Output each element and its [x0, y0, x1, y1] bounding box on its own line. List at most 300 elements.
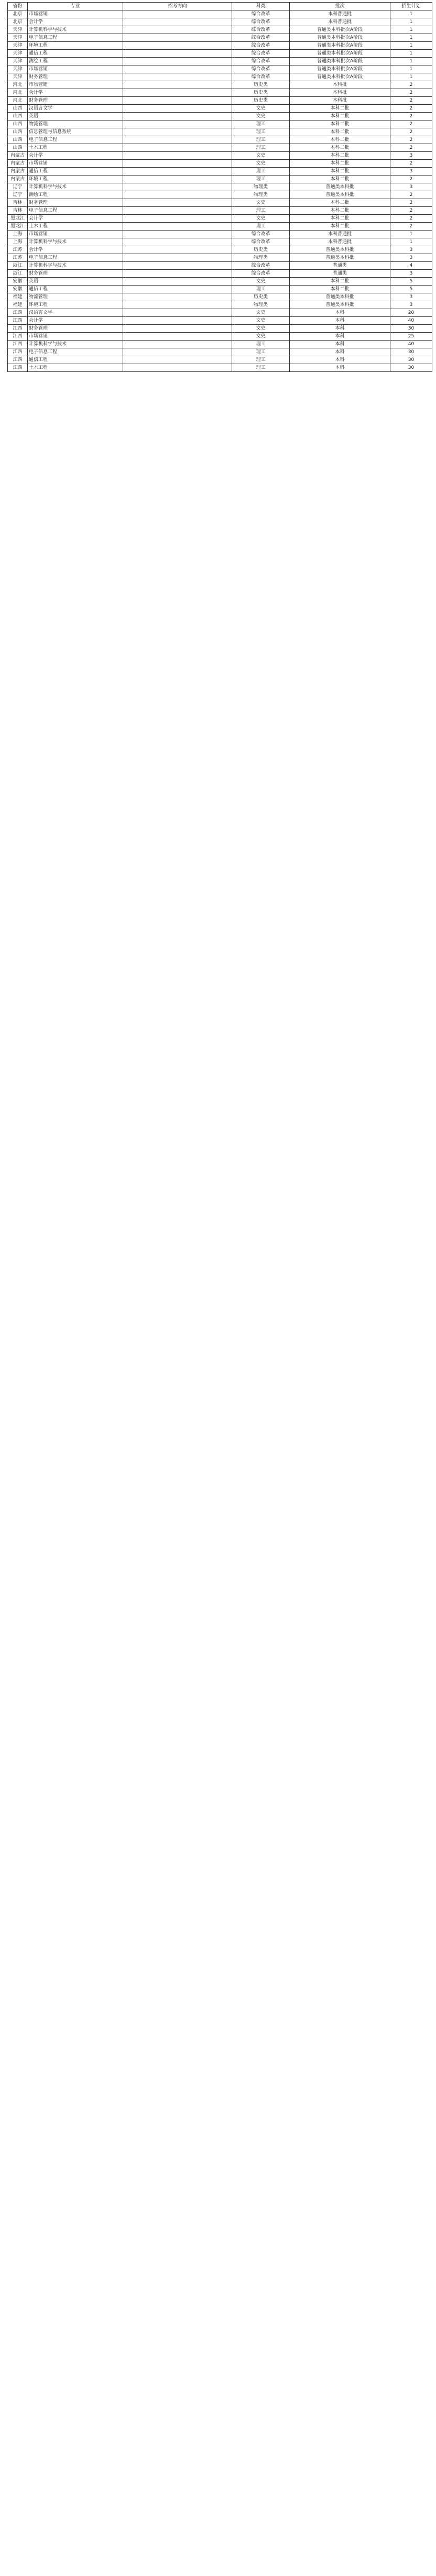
cell-plan-count: 1 [390, 58, 432, 65]
cell-province: 辽宁 [8, 191, 28, 199]
cell-direction [123, 309, 232, 317]
cell-subject-type: 理工 [232, 286, 290, 293]
cell-batch: 普通类本科批 [290, 293, 390, 301]
cell-batch: 本科二批 [290, 136, 390, 144]
cell-batch: 普通类 [290, 262, 390, 270]
cell-major: 计算机科学与技术 [28, 26, 123, 34]
cell-direction [123, 128, 232, 136]
cell-province: 天津 [8, 73, 28, 81]
cell-province: 山西 [8, 120, 28, 128]
cell-direction [123, 207, 232, 215]
cell-province: 江西 [8, 364, 28, 372]
table-row [8, 42, 432, 50]
cell-major: 通信工程 [28, 168, 123, 176]
cell-province: 江西 [8, 309, 28, 317]
cell-plan-count: 30 [390, 364, 432, 372]
cell-plan-count: 2 [390, 89, 432, 97]
cell-direction [123, 26, 232, 34]
cell-subject-type: 综合改革 [232, 73, 290, 81]
table-row [8, 254, 432, 262]
table-row [8, 333, 432, 341]
cell-subject-type: 理工 [232, 144, 290, 152]
cell-subject-type: 综合改革 [232, 231, 290, 238]
cell-direction [123, 348, 232, 356]
cell-subject-type: 历史类 [232, 293, 290, 301]
cell-plan-count: 4 [390, 262, 432, 270]
cell-major: 市场营销 [28, 231, 123, 238]
header-province: 省份 [8, 3, 28, 10]
cell-batch: 普通类 [290, 270, 390, 278]
cell-province: 河北 [8, 89, 28, 97]
cell-subject-type: 综合改革 [232, 65, 290, 73]
cell-plan-count: 5 [390, 278, 432, 286]
cell-batch: 本科二批 [290, 144, 390, 152]
cell-batch: 本科二批 [290, 128, 390, 136]
cell-plan-count: 2 [390, 97, 432, 105]
cell-plan-count: 2 [390, 120, 432, 128]
cell-province: 江西 [8, 317, 28, 325]
cell-batch: 本科普通批 [290, 10, 390, 18]
cell-direction [123, 270, 232, 278]
cell-province: 浙江 [8, 270, 28, 278]
cell-subject-type: 文史 [232, 160, 290, 168]
table-row [8, 34, 432, 42]
cell-plan-count: 1 [390, 238, 432, 246]
cell-subject-type: 物理类 [232, 301, 290, 309]
cell-subject-type: 综合改革 [232, 58, 290, 65]
cell-province: 天津 [8, 65, 28, 73]
table-row [8, 301, 432, 309]
table-row [8, 309, 432, 317]
table-row [8, 246, 432, 254]
cell-direction [123, 317, 232, 325]
cell-province: 吉林 [8, 207, 28, 215]
cell-direction [123, 246, 232, 254]
cell-plan-count: 30 [390, 348, 432, 356]
cell-major: 计算机科学与技术 [28, 262, 123, 270]
cell-plan-count: 3 [390, 270, 432, 278]
cell-plan-count: 40 [390, 317, 432, 325]
cell-direction [123, 199, 232, 207]
cell-batch: 本科二批 [290, 278, 390, 286]
cell-subject-type: 物理类 [232, 183, 290, 191]
cell-plan-count: 3 [390, 183, 432, 191]
cell-plan-count: 1 [390, 34, 432, 42]
cell-direction [123, 262, 232, 270]
cell-batch: 本科二批 [290, 168, 390, 176]
cell-province: 浙江 [8, 262, 28, 270]
table-row [8, 105, 432, 113]
cell-batch: 本科 [290, 309, 390, 317]
cell-direction [123, 301, 232, 309]
cell-direction [123, 254, 232, 262]
table-row [8, 152, 432, 160]
cell-plan-count: 1 [390, 42, 432, 50]
cell-province: 山西 [8, 113, 28, 120]
cell-major: 环境工程 [28, 42, 123, 50]
cell-province: 江苏 [8, 254, 28, 262]
cell-subject-type: 综合改革 [232, 10, 290, 18]
cell-batch: 普通类本科批 [290, 191, 390, 199]
cell-province: 天津 [8, 34, 28, 42]
cell-direction [123, 97, 232, 105]
cell-plan-count: 2 [390, 207, 432, 215]
cell-subject-type: 综合改革 [232, 18, 290, 26]
table-header-row [8, 3, 432, 10]
cell-direction [123, 89, 232, 97]
cell-major: 环境工程 [28, 176, 123, 183]
cell-subject-type: 理工 [232, 341, 290, 348]
cell-plan-count: 30 [390, 356, 432, 364]
cell-plan-count: 3 [390, 293, 432, 301]
cell-batch: 本科二批 [290, 223, 390, 231]
cell-major: 土木工程 [28, 144, 123, 152]
header-major: 专业 [28, 3, 123, 10]
cell-province: 福建 [8, 301, 28, 309]
cell-subject-type: 理工 [232, 207, 290, 215]
cell-major: 信息管理与信息系统 [28, 128, 123, 136]
cell-batch: 本科普通批 [290, 231, 390, 238]
cell-batch: 本科批 [290, 97, 390, 105]
table-row [8, 18, 432, 26]
cell-plan-count: 1 [390, 73, 432, 81]
cell-province: 上海 [8, 238, 28, 246]
cell-batch: 本科批 [290, 89, 390, 97]
table-row [8, 144, 432, 152]
cell-direction [123, 325, 232, 333]
cell-direction [123, 286, 232, 293]
table-row [8, 199, 432, 207]
table-row [8, 293, 432, 301]
cell-major: 财务管理 [28, 270, 123, 278]
cell-batch: 本科二批 [290, 113, 390, 120]
table-row [8, 215, 432, 223]
table-row [8, 65, 432, 73]
table-row [8, 317, 432, 325]
cell-subject-type: 理工 [232, 120, 290, 128]
cell-province: 天津 [8, 26, 28, 34]
cell-major: 会计学 [28, 246, 123, 254]
cell-major: 市场营销 [28, 81, 123, 89]
cell-major: 土木工程 [28, 364, 123, 372]
cell-major: 电子信息工程 [28, 348, 123, 356]
cell-batch: 本科 [290, 333, 390, 341]
cell-major: 计算机科学与技术 [28, 341, 123, 348]
cell-batch: 普通类本科批次A阶段 [290, 73, 390, 81]
table-row [8, 73, 432, 81]
cell-province: 吉林 [8, 199, 28, 207]
cell-batch: 本科 [290, 356, 390, 364]
cell-subject-type: 文史 [232, 333, 290, 341]
cell-province: 天津 [8, 50, 28, 58]
table-row [8, 160, 432, 168]
cell-province: 辽宁 [8, 183, 28, 191]
cell-plan-count: 2 [390, 105, 432, 113]
cell-batch: 普通类本科批 [290, 254, 390, 262]
table-row [8, 191, 432, 199]
table-row [8, 10, 432, 18]
cell-batch: 本科 [290, 317, 390, 325]
cell-major: 物流管理 [28, 293, 123, 301]
cell-batch: 普通类本科批 [290, 246, 390, 254]
cell-plan-count: 1 [390, 18, 432, 26]
cell-province: 天津 [8, 42, 28, 50]
cell-subject-type: 文史 [232, 215, 290, 223]
cell-plan-count: 2 [390, 136, 432, 144]
cell-direction [123, 364, 232, 372]
cell-province: 黑龙江 [8, 215, 28, 223]
table-row [8, 356, 432, 364]
cell-major: 英语 [28, 278, 123, 286]
cell-province: 江西 [8, 348, 28, 356]
cell-province: 山西 [8, 128, 28, 136]
cell-direction [123, 120, 232, 128]
cell-batch: 本科 [290, 348, 390, 356]
admission-plan-table [7, 2, 432, 372]
cell-batch: 普通类本科批次A阶段 [290, 42, 390, 50]
table-row [8, 128, 432, 136]
cell-province: 福建 [8, 293, 28, 301]
cell-province: 内蒙古 [8, 168, 28, 176]
cell-plan-count: 3 [390, 152, 432, 160]
cell-major: 测绘工程 [28, 191, 123, 199]
cell-major: 财务管理 [28, 73, 123, 81]
table-row [8, 270, 432, 278]
cell-direction [123, 176, 232, 183]
cell-plan-count: 1 [390, 65, 432, 73]
cell-subject-type: 文史 [232, 152, 290, 160]
cell-subject-type: 文史 [232, 325, 290, 333]
table-row [8, 325, 432, 333]
cell-subject-type: 历史类 [232, 97, 290, 105]
cell-plan-count: 30 [390, 325, 432, 333]
cell-subject-type: 理工 [232, 136, 290, 144]
table-row [8, 113, 432, 120]
cell-batch: 普通类本科批次A阶段 [290, 58, 390, 65]
table-row [8, 89, 432, 97]
cell-major: 汉语言文学 [28, 309, 123, 317]
cell-direction [123, 42, 232, 50]
cell-major: 市场营销 [28, 333, 123, 341]
cell-major: 财务管理 [28, 199, 123, 207]
table-row [8, 26, 432, 34]
cell-subject-type: 综合改革 [232, 270, 290, 278]
cell-major: 财务管理 [28, 325, 123, 333]
cell-subject-type: 理工 [232, 223, 290, 231]
cell-plan-count: 2 [390, 176, 432, 183]
cell-major: 会计学 [28, 215, 123, 223]
cell-major: 会计学 [28, 317, 123, 325]
cell-plan-count: 3 [390, 301, 432, 309]
table-row [8, 364, 432, 372]
table-row [8, 168, 432, 176]
cell-plan-count: 1 [390, 10, 432, 18]
cell-subject-type: 物理类 [232, 254, 290, 262]
table-body [8, 10, 432, 372]
cell-plan-count: 2 [390, 199, 432, 207]
cell-major: 市场营销 [28, 10, 123, 18]
cell-plan-count: 3 [390, 168, 432, 176]
cell-province: 江西 [8, 341, 28, 348]
cell-plan-count: 1 [390, 50, 432, 58]
cell-batch: 本科二批 [290, 160, 390, 168]
cell-major: 通信工程 [28, 356, 123, 364]
cell-major: 财务管理 [28, 97, 123, 105]
header-plan-count: 招生计划 [390, 3, 432, 10]
cell-batch: 本科 [290, 325, 390, 333]
table-row [8, 231, 432, 238]
cell-direction [123, 223, 232, 231]
cell-major: 会计学 [28, 18, 123, 26]
cell-major: 计算机科学与技术 [28, 238, 123, 246]
cell-subject-type: 综合改革 [232, 50, 290, 58]
cell-province: 江西 [8, 356, 28, 364]
cell-plan-count: 2 [390, 215, 432, 223]
cell-plan-count: 3 [390, 254, 432, 262]
cell-province: 江西 [8, 325, 28, 333]
cell-batch: 本科普通批 [290, 238, 390, 246]
cell-subject-type: 综合改革 [232, 26, 290, 34]
cell-plan-count: 2 [390, 160, 432, 168]
cell-province: 内蒙古 [8, 176, 28, 183]
cell-direction [123, 278, 232, 286]
cell-batch: 本科二批 [290, 199, 390, 207]
cell-province: 江苏 [8, 246, 28, 254]
cell-province: 安徽 [8, 278, 28, 286]
cell-major: 会计学 [28, 152, 123, 160]
table-row [8, 176, 432, 183]
cell-plan-count: 2 [390, 81, 432, 89]
cell-major: 电子信息工程 [28, 34, 123, 42]
cell-subject-type: 理工 [232, 356, 290, 364]
header-subject-type: 科类 [232, 3, 290, 10]
cell-direction [123, 183, 232, 191]
cell-subject-type: 文史 [232, 309, 290, 317]
cell-province: 上海 [8, 231, 28, 238]
cell-province: 内蒙古 [8, 152, 28, 160]
cell-plan-count: 1 [390, 26, 432, 34]
cell-major: 物流管理 [28, 120, 123, 128]
table-row [8, 262, 432, 270]
cell-batch: 本科 [290, 341, 390, 348]
cell-major: 测绘工程 [28, 58, 123, 65]
cell-major: 汉语言文学 [28, 105, 123, 113]
cell-province: 黑龙江 [8, 223, 28, 231]
cell-plan-count: 40 [390, 341, 432, 348]
cell-major: 通信工程 [28, 286, 123, 293]
cell-plan-count: 2 [390, 191, 432, 199]
cell-subject-type: 综合改革 [232, 262, 290, 270]
cell-subject-type: 历史类 [232, 89, 290, 97]
table-row [8, 278, 432, 286]
cell-subject-type: 理工 [232, 348, 290, 356]
cell-subject-type: 理工 [232, 364, 290, 372]
cell-major: 电子信息工程 [28, 254, 123, 262]
cell-direction [123, 136, 232, 144]
cell-batch: 本科 [290, 364, 390, 372]
cell-province: 山西 [8, 144, 28, 152]
table-row [8, 223, 432, 231]
cell-batch: 本科二批 [290, 120, 390, 128]
cell-direction [123, 73, 232, 81]
cell-direction [123, 58, 232, 65]
cell-direction [123, 34, 232, 42]
cell-direction [123, 341, 232, 348]
cell-subject-type: 文史 [232, 199, 290, 207]
header-batch: 批次 [290, 3, 390, 10]
cell-subject-type: 理工 [232, 168, 290, 176]
cell-plan-count: 25 [390, 333, 432, 341]
cell-direction [123, 215, 232, 223]
cell-major: 会计学 [28, 89, 123, 97]
cell-major: 市场营销 [28, 160, 123, 168]
cell-direction [123, 231, 232, 238]
cell-batch: 本科二批 [290, 215, 390, 223]
cell-plan-count: 1 [390, 231, 432, 238]
cell-subject-type: 理工 [232, 128, 290, 136]
cell-subject-type: 文史 [232, 278, 290, 286]
cell-province: 天津 [8, 58, 28, 65]
cell-province: 北京 [8, 10, 28, 18]
table-row [8, 58, 432, 65]
cell-batch: 普通类本科批次A阶段 [290, 26, 390, 34]
cell-direction [123, 18, 232, 26]
cell-direction [123, 293, 232, 301]
table-row [8, 238, 432, 246]
table-row [8, 207, 432, 215]
cell-batch: 普通类本科批次A阶段 [290, 50, 390, 58]
cell-direction [123, 160, 232, 168]
cell-batch: 本科二批 [290, 286, 390, 293]
cell-province: 北京 [8, 18, 28, 26]
cell-subject-type: 理工 [232, 176, 290, 183]
cell-major: 通信工程 [28, 50, 123, 58]
cell-subject-type: 综合改革 [232, 34, 290, 42]
cell-direction [123, 238, 232, 246]
cell-batch: 本科二批 [290, 176, 390, 183]
cell-batch: 本科二批 [290, 105, 390, 113]
table-row [8, 136, 432, 144]
admission-plan-document [7, 2, 432, 372]
table-row [8, 97, 432, 105]
cell-major: 计算机科学与技术 [28, 183, 123, 191]
cell-province: 山西 [8, 136, 28, 144]
table-row [8, 81, 432, 89]
cell-subject-type: 综合改革 [232, 238, 290, 246]
cell-batch: 本科二批 [290, 152, 390, 160]
cell-direction [123, 113, 232, 120]
cell-batch: 普通类本科批次A阶段 [290, 34, 390, 42]
cell-province: 河北 [8, 97, 28, 105]
cell-direction [123, 168, 232, 176]
cell-plan-count: 2 [390, 113, 432, 120]
cell-direction [123, 105, 232, 113]
cell-subject-type: 历史类 [232, 246, 290, 254]
cell-plan-count: 2 [390, 128, 432, 136]
cell-major: 市场营销 [28, 65, 123, 73]
cell-direction [123, 191, 232, 199]
table-row [8, 286, 432, 293]
table-row [8, 50, 432, 58]
cell-direction [123, 81, 232, 89]
cell-subject-type: 文史 [232, 113, 290, 120]
cell-province: 山西 [8, 105, 28, 113]
cell-subject-type: 历史类 [232, 81, 290, 89]
cell-batch: 本科普通批 [290, 18, 390, 26]
cell-direction [123, 144, 232, 152]
cell-direction [123, 65, 232, 73]
cell-plan-count: 20 [390, 309, 432, 317]
